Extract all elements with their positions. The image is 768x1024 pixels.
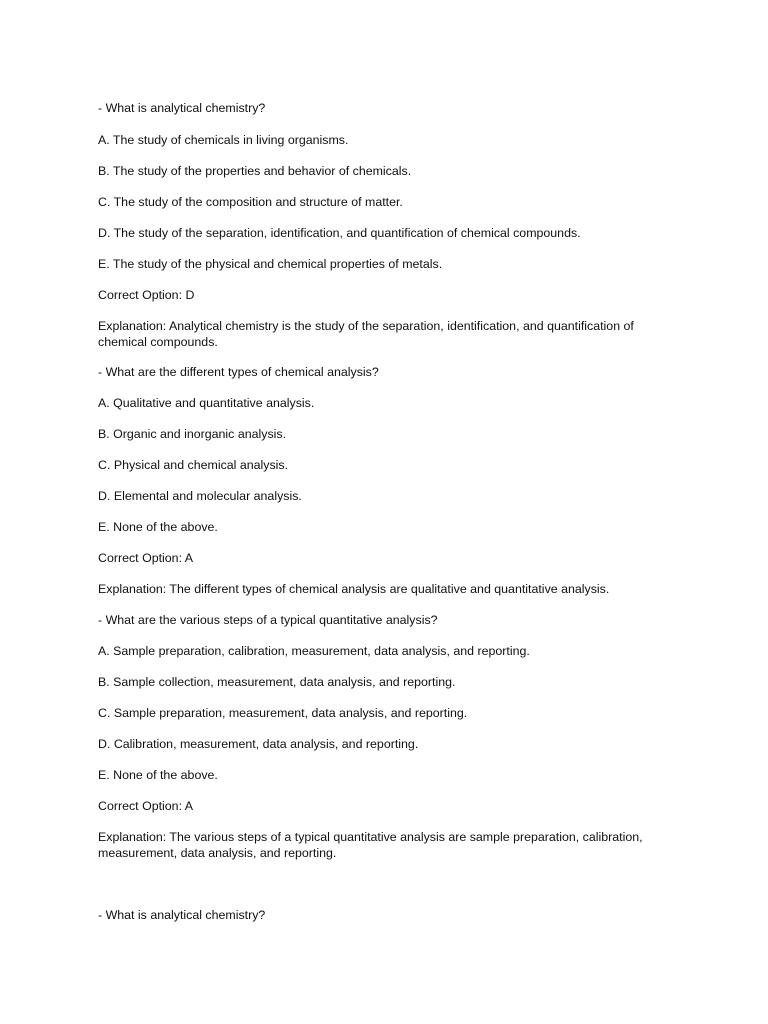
q1-option-e: E. The study of the physical and chemical properties of metals. (98, 257, 443, 271)
q2-option-e: E. None of the above. (98, 520, 218, 534)
q3-option-d: D. Calibration, measurement, data analysis, and reporting. (98, 737, 419, 751)
q1-option-d: D. The study of the separation, identification, and quantification of chemical compounds. (98, 226, 581, 240)
question-1: - What is analytical chemistry? (98, 101, 266, 115)
question-4: - What is analytical chemistry? (98, 908, 266, 922)
q2-correct-option: Correct Option: A (98, 551, 194, 565)
q1-explanation: Explanation: Analytical chemistry is the study of the separation, identification, and quantification of chemical compounds. (98, 319, 634, 349)
q3-option-e: E. None of the above. (98, 768, 218, 782)
q2-option-a: A. Qualitative and quantitative analysis. (98, 396, 315, 410)
q2-option-b: B. Organic and inorganic analysis. (98, 427, 287, 441)
q2-option-c: C. Physical and chemical analysis. (98, 458, 289, 472)
q2-explanation: Explanation: The different types of chemical analysis are qualitative and quantitative analysis. (98, 582, 610, 596)
q1-option-c: C. The study of the composition and structure of matter. (98, 195, 403, 209)
q3-option-c: C. Sample preparation, measurement, data analysis, and reporting. (98, 706, 468, 720)
q1-option-a: A. The study of chemicals in living organisms. (98, 133, 349, 147)
q3-explanation: Explanation: The various steps of a typical quantitative analysis are sample preparation, calibration, measurement, data analysis, and reporting. (98, 830, 643, 860)
q1-option-b: B. The study of the properties and behavior of chemicals. (98, 164, 412, 178)
q1-correct-option: Correct Option: D (98, 288, 195, 302)
question-3: - What are the various steps of a typical quantitative analysis? (98, 613, 438, 627)
question-2: - What are the different types of chemical analysis? (98, 365, 379, 379)
q3-option-b: B. Sample collection, measurement, data analysis, and reporting. (98, 675, 456, 689)
q3-option-a: A. Sample preparation, calibration, measurement, data analysis, and reporting. (98, 644, 530, 658)
q3-correct-option: Correct Option: A (98, 799, 194, 813)
q2-option-d: D. Elemental and molecular analysis. (98, 489, 302, 503)
